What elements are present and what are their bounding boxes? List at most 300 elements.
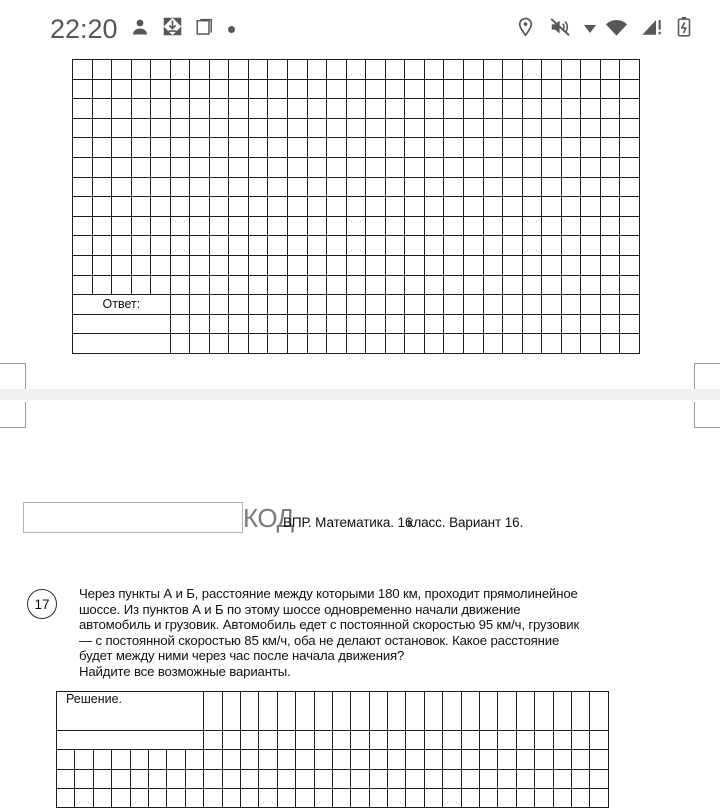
- grid-cell: [229, 314, 249, 334]
- question-text-line: Найдите все возможные варианты.: [79, 663, 291, 679]
- grid-cell: [424, 138, 444, 158]
- grid-cell: [443, 692, 461, 731]
- grid-cell: [388, 731, 406, 750]
- grid-cell: [268, 295, 288, 315]
- grid-cell: [327, 79, 347, 99]
- grid-cell: [167, 769, 185, 788]
- grid-cell: [483, 216, 503, 236]
- grid-cell: [590, 692, 608, 731]
- grid-cell: [444, 118, 464, 138]
- grid-cell: [346, 197, 366, 217]
- grid-cell: [209, 216, 229, 236]
- grid-cell: [151, 255, 171, 275]
- grid-cell: [148, 788, 166, 807]
- grid-cell: [561, 236, 581, 256]
- grid-cell: [190, 138, 210, 158]
- grid-cell: [131, 79, 151, 99]
- grid-cell: [209, 157, 229, 177]
- grid-cell: [581, 295, 601, 315]
- grid-cell: [424, 692, 442, 731]
- grid-cell: [327, 275, 347, 295]
- grid-cell: [600, 334, 620, 354]
- grid-row: [73, 99, 640, 119]
- grid-cell: [522, 177, 542, 197]
- grid-cell: [600, 216, 620, 236]
- grid-cell: [73, 157, 93, 177]
- wifi-icon: [605, 17, 628, 42]
- grid-cell: [406, 731, 424, 750]
- grid-cell: [151, 138, 171, 158]
- grid-cell: [405, 216, 425, 236]
- grid-cell: [366, 99, 386, 119]
- grid-row: [73, 197, 640, 217]
- grid-cell: [259, 692, 277, 731]
- answer-blank-cell: [73, 314, 171, 334]
- grid-cell: [190, 79, 210, 99]
- grid-cell: [444, 79, 464, 99]
- grid-cell: [131, 275, 151, 295]
- grid-cell: [424, 99, 444, 119]
- grid-cell: [463, 295, 483, 315]
- grid-cell: [483, 177, 503, 197]
- grid-cell: [190, 295, 210, 315]
- grid-cell: [463, 236, 483, 256]
- grid-cell: [522, 255, 542, 275]
- grid-cell: [151, 177, 171, 197]
- grid-cell: [288, 334, 308, 354]
- grid-cell: [151, 99, 171, 119]
- grid-cell: [170, 295, 190, 315]
- grid-cell: [522, 236, 542, 256]
- grid-cell: [268, 275, 288, 295]
- grid-cell: [327, 236, 347, 256]
- grid-cell: [369, 731, 387, 750]
- grid-row: [73, 79, 640, 99]
- grid-cell: [498, 788, 516, 807]
- grid-cell: [307, 99, 327, 119]
- grid-cell: [385, 314, 405, 334]
- grid-cell: [112, 60, 132, 80]
- grid-cell: [229, 295, 249, 315]
- grid-cell: [561, 118, 581, 138]
- grid-cell: [346, 157, 366, 177]
- grid-cell: [590, 788, 608, 807]
- grid-cell: [314, 731, 332, 750]
- grid-cell: [443, 731, 461, 750]
- grid-cell: [424, 295, 444, 315]
- grid-cell: [542, 138, 562, 158]
- grid-cell: [229, 138, 249, 158]
- grid-cell: [209, 99, 229, 119]
- grid-cell: [307, 295, 327, 315]
- grid-cell: [444, 99, 464, 119]
- grid-cell: [112, 769, 130, 788]
- grid-cell: [92, 79, 112, 99]
- grid-cell: [170, 236, 190, 256]
- grid-cell: [498, 769, 516, 788]
- grid-cell: [444, 197, 464, 217]
- grid-cell: [581, 79, 601, 99]
- grid-cell: [522, 157, 542, 177]
- grid-cell: [170, 157, 190, 177]
- grid-row: [73, 60, 640, 80]
- question-text-line: Через пункты А и Б, расстояние между которыми 180 км, проходит прямолинейное: [79, 586, 578, 601]
- grid-cell: [346, 118, 366, 138]
- grid-cell: [424, 79, 444, 99]
- grid-cell: [424, 216, 444, 236]
- grid-cell: [424, 275, 444, 295]
- grid-cell: [463, 79, 483, 99]
- grid-cell: [600, 275, 620, 295]
- grid-cell: [561, 197, 581, 217]
- grid-cell: [483, 79, 503, 99]
- grid-cell: [93, 750, 111, 769]
- grid-cell: [463, 255, 483, 275]
- grid-cell: [314, 769, 332, 788]
- grid-cell: [277, 692, 295, 731]
- grid-cell: [424, 255, 444, 275]
- grid-cell: [620, 275, 640, 295]
- grid-cell: [346, 177, 366, 197]
- grid-cell: [366, 157, 386, 177]
- grid-cell: [503, 118, 523, 138]
- grid-cell: [73, 255, 93, 275]
- grid-cell: [522, 197, 542, 217]
- grid-cell: [92, 197, 112, 217]
- dot-indicator-icon: [228, 26, 235, 33]
- grid-cell: [131, 138, 151, 158]
- grid-cell: [503, 138, 523, 158]
- grid-cell: [498, 750, 516, 769]
- grid-cell: [57, 750, 75, 769]
- grid-cell: [190, 60, 210, 80]
- grid-cell: [406, 750, 424, 769]
- grid-cell: [170, 60, 190, 80]
- grid-cell: [209, 255, 229, 275]
- grid-cell: [522, 138, 542, 158]
- grid-cell: [516, 731, 534, 750]
- grid-cell: [268, 138, 288, 158]
- page-title-part-2: класс. Вариант 16.: [407, 515, 524, 530]
- grid-cell: [73, 236, 93, 256]
- grid-cell: [590, 750, 608, 769]
- grid-cell: [190, 275, 210, 295]
- grid-cell: [503, 99, 523, 119]
- grid-cell: [131, 236, 151, 256]
- grid-row: [73, 236, 640, 256]
- grid-row: [57, 731, 609, 750]
- grid-cell: [366, 118, 386, 138]
- grid-cell: [366, 138, 386, 158]
- grid-cell: [248, 118, 268, 138]
- grid-cell: [581, 334, 601, 354]
- answer-grid-table: [72, 59, 640, 354]
- grid-cell: [209, 334, 229, 354]
- grid-cell: [542, 314, 562, 334]
- grid-cell: [424, 236, 444, 256]
- grid-cell: [572, 788, 590, 807]
- grid-cell: [204, 731, 222, 750]
- grid-row: [73, 177, 640, 197]
- grid-cell: [288, 157, 308, 177]
- grid-cell: [561, 157, 581, 177]
- grid-cell: [92, 275, 112, 295]
- grid-cell: [190, 99, 210, 119]
- grid-cell: [222, 731, 240, 750]
- page-title-part-1: ВПР. Математика. 16: [283, 515, 413, 530]
- grid-cell: [553, 750, 571, 769]
- grid-cell: [600, 60, 620, 80]
- grid-cell: [170, 314, 190, 334]
- grid-cell: [288, 138, 308, 158]
- grid-cell: [296, 750, 314, 769]
- grid-cell: [463, 177, 483, 197]
- grid-cell: [314, 692, 332, 731]
- grid-cell: [229, 255, 249, 275]
- grid-cell: [581, 60, 601, 80]
- grid-cell: [444, 177, 464, 197]
- grid-cell: [516, 750, 534, 769]
- grid-cell: [112, 138, 132, 158]
- grid-cell: [73, 177, 93, 197]
- grid-cell: [332, 769, 350, 788]
- grid-cell: [131, 177, 151, 197]
- grid-cell: [151, 197, 171, 217]
- grid-cell: [268, 216, 288, 236]
- grid-cell: [288, 197, 308, 217]
- grid-cell: [600, 197, 620, 217]
- grid-cell: [288, 314, 308, 334]
- grid-cell: [240, 692, 258, 731]
- grid-cell: [388, 769, 406, 788]
- grid-cell: [581, 275, 601, 295]
- grid-cell: [561, 99, 581, 119]
- grid-cell: [112, 275, 132, 295]
- grid-cell: [535, 750, 553, 769]
- grid-cell: [483, 157, 503, 177]
- grid-cell: [288, 99, 308, 119]
- code-input-field[interactable]: [23, 502, 243, 533]
- grid-cell: [240, 731, 258, 750]
- grid-row: [73, 275, 640, 295]
- question-text-line: будет между ними через час после начала движения?: [79, 648, 405, 664]
- grid-cell: [366, 60, 386, 80]
- grid-cell: [222, 788, 240, 807]
- grid-cell: [498, 731, 516, 750]
- grid-cell: [385, 177, 405, 197]
- grid-cell: [75, 769, 93, 788]
- grid-cell: [369, 788, 387, 807]
- grid-cell: [385, 275, 405, 295]
- grid-cell: [483, 314, 503, 334]
- grid-cell: [204, 692, 222, 731]
- grid-cell: [463, 118, 483, 138]
- grid-cell: [92, 177, 112, 197]
- grid-cell: [542, 216, 562, 236]
- grid-cell: [307, 255, 327, 275]
- grid-cell: [444, 255, 464, 275]
- grid-cell: [151, 118, 171, 138]
- grid-cell: [561, 216, 581, 236]
- grid-cell: [327, 295, 347, 315]
- grid-cell: [277, 731, 295, 750]
- grid-cell: [130, 769, 148, 788]
- grid-cell: [112, 216, 132, 236]
- grid-cell: [73, 60, 93, 80]
- grid-cell: [366, 255, 386, 275]
- grid-cell: [366, 334, 386, 354]
- grid-cell: [190, 314, 210, 334]
- grid-cell: [170, 79, 190, 99]
- solution-grid-table: [56, 691, 609, 808]
- grid-cell: [288, 79, 308, 99]
- grid-cell: [346, 334, 366, 354]
- grid-cell: [463, 60, 483, 80]
- grid-cell: [620, 138, 640, 158]
- grid-cell: [424, 788, 442, 807]
- grid-cell: [561, 177, 581, 197]
- grid-cell: [346, 275, 366, 295]
- code-label: КОД: [243, 503, 294, 533]
- grid-cell: [204, 769, 222, 788]
- grid-cell: [444, 314, 464, 334]
- grid-cell: [248, 255, 268, 275]
- grid-cell: [222, 769, 240, 788]
- grid-cell: [307, 157, 327, 177]
- grid-cell: [170, 197, 190, 217]
- grid-cell: [461, 769, 479, 788]
- grid-row: [73, 157, 640, 177]
- grid-cell: [405, 79, 425, 99]
- grid-cell: [572, 769, 590, 788]
- grid-cell: [131, 255, 151, 275]
- grid-cell: [444, 60, 464, 80]
- grid-cell: [503, 275, 523, 295]
- grid-cell: [112, 118, 132, 138]
- grid-row: [57, 692, 609, 731]
- grid-cell: [204, 750, 222, 769]
- grid-cell: [366, 295, 386, 315]
- grid-cell: [405, 314, 425, 334]
- grid-cell: [351, 750, 369, 769]
- grid-cell: [405, 197, 425, 217]
- grid-cell: [288, 60, 308, 80]
- grid-cell: [463, 138, 483, 158]
- grid-cell: [190, 118, 210, 138]
- grid-cell: [498, 692, 516, 731]
- grid-cell: [268, 99, 288, 119]
- grid-cell: [405, 157, 425, 177]
- grid-cell: [366, 79, 386, 99]
- grid-cell: [581, 314, 601, 334]
- grid-cell: [209, 197, 229, 217]
- grid-cell: [92, 118, 112, 138]
- grid-cell: [190, 177, 210, 197]
- grid-cell: [92, 60, 112, 80]
- grid-cell: [204, 788, 222, 807]
- grid-cell: [222, 692, 240, 731]
- page-corner-mark-top-right: [694, 402, 720, 428]
- grid-cell: [131, 60, 151, 80]
- grid-cell: [248, 314, 268, 334]
- grid-cell: [268, 236, 288, 256]
- grid-cell: [522, 334, 542, 354]
- grid-cell: [190, 197, 210, 217]
- grid-cell: [369, 750, 387, 769]
- grid-cell: [463, 314, 483, 334]
- grid-cell: [424, 177, 444, 197]
- grid-cell: [73, 216, 93, 236]
- grid-cell: [405, 334, 425, 354]
- grid-cell: [151, 236, 171, 256]
- grid-cell: [443, 788, 461, 807]
- grid-cell: [444, 138, 464, 158]
- status-bar: [0, 0, 720, 58]
- grid-cell: [405, 295, 425, 315]
- grid-cell: [268, 255, 288, 275]
- grid-cell: [385, 157, 405, 177]
- grid-cell: [332, 731, 350, 750]
- grid-cell: [572, 750, 590, 769]
- image-download-icon: [162, 16, 183, 42]
- grid-cell: [229, 177, 249, 197]
- grid-cell: [327, 118, 347, 138]
- grid-cell: [620, 177, 640, 197]
- grid-cell: [590, 731, 608, 750]
- document-viewer[interactable]: [0, 58, 720, 751]
- grid-cell: [268, 60, 288, 80]
- grid-cell: [480, 769, 498, 788]
- grid-cell: [620, 255, 640, 275]
- grid-cell: [620, 216, 640, 236]
- grid-row: [73, 295, 640, 315]
- grid-cell: [483, 334, 503, 354]
- grid-cell: [268, 334, 288, 354]
- grid-cell: [307, 275, 327, 295]
- grid-cell: [148, 750, 166, 769]
- grid-cell: [483, 275, 503, 295]
- grid-cell: [57, 769, 75, 788]
- grid-cell: [307, 334, 327, 354]
- grid-cell: [112, 197, 132, 217]
- grid-cell: [307, 314, 327, 334]
- copy-layers-icon: [195, 16, 216, 42]
- grid-cell: [209, 275, 229, 295]
- grid-cell: [73, 138, 93, 158]
- grid-cell: [424, 60, 444, 80]
- grid-cell: [542, 255, 562, 275]
- grid-cell: [561, 60, 581, 80]
- grid-cell: [366, 177, 386, 197]
- grid-cell: [405, 99, 425, 119]
- grid-cell: [522, 60, 542, 80]
- grid-cell: [75, 788, 93, 807]
- grid-cell: [130, 788, 148, 807]
- grid-cell: [307, 236, 327, 256]
- grid-cell: [170, 138, 190, 158]
- grid-cell: [366, 275, 386, 295]
- grid-cell: [535, 769, 553, 788]
- grid-cell: [522, 118, 542, 138]
- grid-cell: [483, 255, 503, 275]
- grid-cell: [542, 60, 562, 80]
- grid-cell: [542, 157, 562, 177]
- grid-cell: [503, 60, 523, 80]
- grid-cell: [248, 334, 268, 354]
- grid-cell: [463, 334, 483, 354]
- grid-cell: [167, 788, 185, 807]
- grid-cell: [443, 769, 461, 788]
